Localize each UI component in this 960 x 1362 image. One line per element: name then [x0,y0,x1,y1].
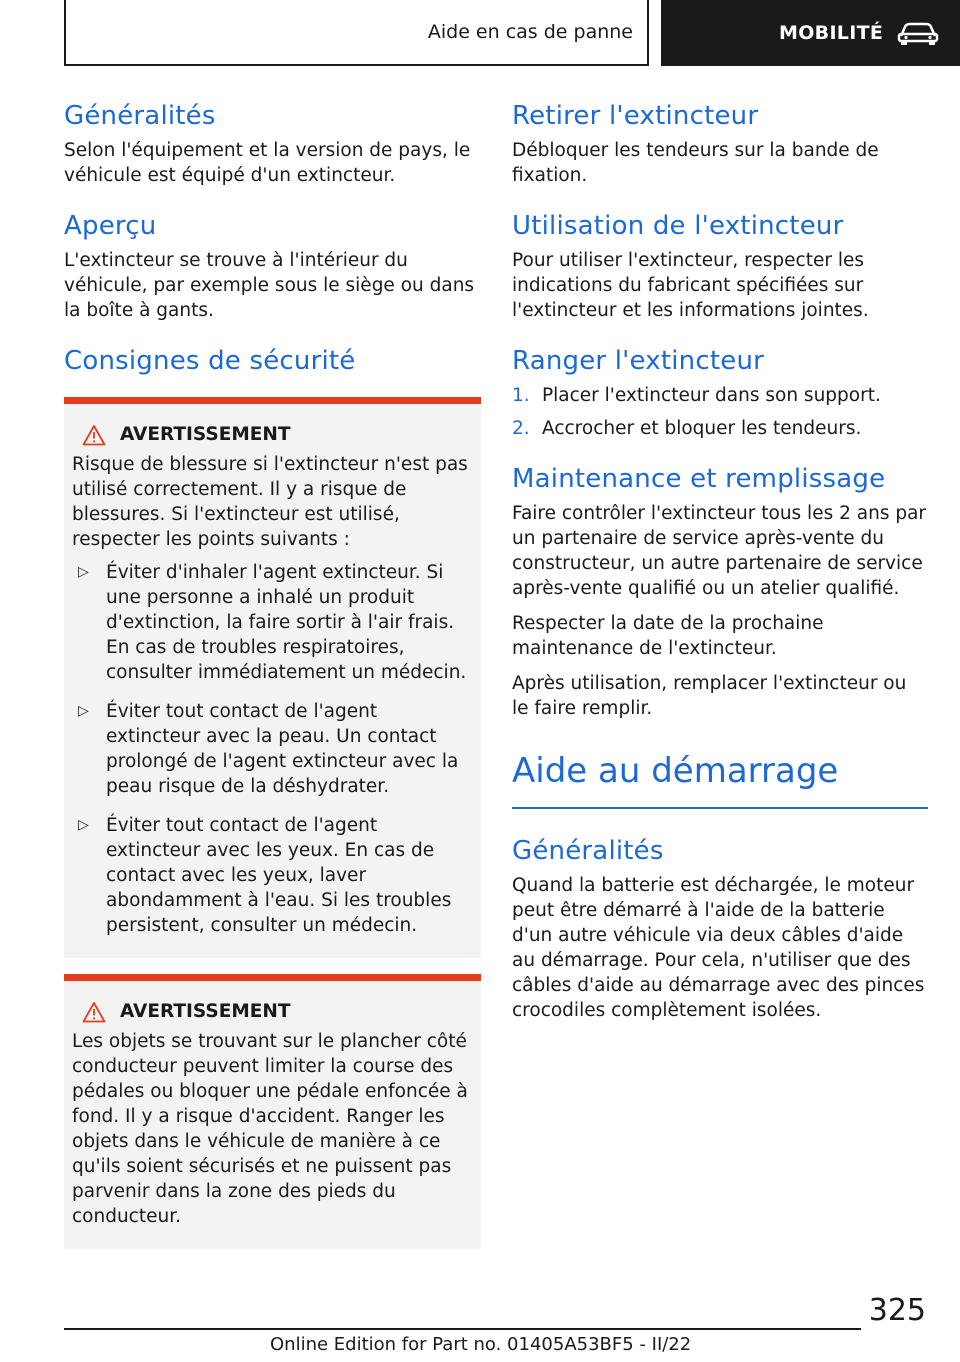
retirer-text: Débloquer les tendeurs sur la bande de fixation. [512,140,879,186]
bullet-triangle-icon: ▷ [78,703,89,719]
header-section-label: Aide en cas de panne [427,21,633,43]
section-title-generalites-demarrage: Généralités [512,836,664,866]
bullet-triangle-icon: ▷ [78,817,89,833]
header-chapter-label: MOBILITÉ [779,22,884,44]
warning-triangle-icon [82,1001,106,1023]
warning-title: AVERTISSEMENT [120,1001,291,1022]
step-number: 2. [512,418,530,439]
list-item [72,560,473,685]
ranger-steps-list [512,383,928,441]
section-title-ranger: Ranger l'extincteur [512,346,765,376]
chapter-title-aide-demarrage: Aide au démarrage [512,747,928,809]
footer-edition: Online Edition for Part no. 01405A53BF5 - II/22 [270,1334,692,1355]
step-text: Placer l'extincteur dans son support. [542,385,881,406]
list-item-text: Éviter tout contact de l'agent extincteur avec les yeux. En cas de contact avec les yeux, laver abondamment à l'eau. Si les troubles persistent, consulter un médecin. [106,815,452,936]
step-number: 1. [512,385,530,406]
apercu-text: L'extincteur se trouve à l'intérieur du véhicule, par exemple sous le siège ou dans la boîte à gants. [64,250,475,321]
left-column [64,98,481,1265]
list-item [512,416,928,441]
list-item-text: Éviter d'inhaler l'agent extincteur. Si une personne a inhalé un produit d'extinction, la faire sortir à l'air frais. En cas de troubles respiratoires, consulter immédiatement un médecin. [106,562,467,683]
maintenance-text-3: Après utilisation, remplacer l'extincteur ou le faire remplir. [512,673,907,719]
warning-box-plancher [64,974,481,1249]
step-text: Accrocher et bloquer les tendeurs. [542,418,862,439]
bullet-triangle-icon: ▷ [78,564,89,580]
list-item [72,813,473,938]
maintenance-text-2: Respecter la date de la prochaine maintenance de l'extincteur. [512,613,824,659]
aide-demarrage-text: Quand la batterie est déchargée, le moteur peut être démarré à l'aide de la batterie d'un autre véhicule via deux câbles d'aide au démarrage. Pour cela, n'utiliser que des câbles d'aide au démarrage avec des pinces crocodiles complètement isolées. [512,875,925,1021]
warning-bullet-list [72,560,473,938]
page-number: 325 [868,1293,926,1328]
warning-triangle-icon [82,424,106,446]
list-item [72,699,473,799]
generalites-text: Selon l'équipement et la version de pays, le véhicule est équipé d'un extincteur. [64,140,471,186]
list-item [512,383,928,408]
footer-divider [64,1328,861,1330]
section-title-apercu: Aperçu [64,211,157,241]
warning-text: Les objets se trouvant sur le plancher côté conducteur peuvent limiter la course des pédales ou bloquer une pédale enfoncée à fond. Il y a risque d'accident. Ranger les objets dans le véhicule de manière à ce qu'ils soient sécurisés et ne puissent pas parvenir dans la zone des pieds du conducteur. [72,1031,468,1227]
car-icon [897,20,939,46]
header-chapter-tab [661,0,960,66]
warning-title: AVERTISSEMENT [120,424,291,445]
section-title-maintenance: Maintenance et remplissage [512,464,886,494]
utilisation-text: Pour utiliser l'extincteur, respecter les indications du fabricant spécifiées sur l'extincteur et les informations jointes. [512,250,869,321]
section-title-generalites: Généralités [64,101,216,131]
right-column [512,98,928,1043]
maintenance-text-1: Faire contrôler l'extincteur tous les 2 ans par un partenaire de service après-vente du constructeur, un autre partenaire de service après-vente qualifié ou un atelier qualifié. [512,503,927,599]
section-title-retirer: Retirer l'extincteur [512,101,759,131]
section-title-utilisation: Utilisation de l'extincteur [512,211,844,241]
warning-text: Risque de blessure si l'extincteur n'est pas utilisé correctement. Il y a risque de blessures. Si l'extincteur est utilisé, respecter les points suivants : [72,454,468,550]
list-item-text: Éviter tout contact de l'agent extincteur avec la peau. Un contact prolongé de l'agent extincteur avec la peau risque de la déshydrater. [106,701,459,797]
section-title-consignes: Consignes de sécurité [64,346,356,376]
warning-box-extincteur [64,397,481,958]
header-section-tab [64,0,649,66]
